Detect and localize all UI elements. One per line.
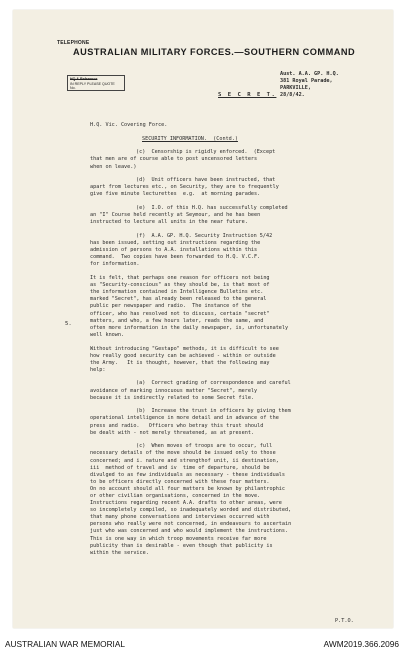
paragraph-5-main: It is felt, that perhaps one reason for officers not being as "Security-conscious" as they should be, is that most of the information contained in Intelligence Bulletins etc. marked "Secret", has already been released to the general public per newspaper and radio. The instance of the officer, who has resolved not to discuss, certain "secret" matters, and who, a few hours later, reads the same, and often more information in the daily newspaper, is, unfortunately well known. xyxy=(90,275,289,338)
paragraph-f-security-instruction: (f) A.A. GP. H.Q. Security Instruction 5/42 has been issued, setting out instructions regarding the admission of persons to A.A. installations within this command. Two copies have been forwarded to H.Q. V.C.F. for information. xyxy=(90,233,273,268)
pto-mark: P.T.O. xyxy=(335,618,354,624)
address-line: 28/8/42. xyxy=(280,92,305,99)
section-heading: SECURITY INFORMATION. (Contd.) xyxy=(142,135,238,142)
footer-bar xyxy=(0,636,404,653)
footer-institution: AUSTRALIAN WAR MEMORIAL xyxy=(5,639,126,649)
paragraph-a-grading: (a) Correct grading of correspondence and careful avoidance of marking innocuous matter "Secret", merely because it is indirectly related to some Secret file. xyxy=(90,380,291,401)
address-line: Aust. A.A. GP. H.Q. xyxy=(280,71,339,77)
letter-body xyxy=(90,122,390,563)
address-line: 381 Royal Parade, xyxy=(280,78,333,85)
telephone-label: TELEPHONE xyxy=(57,40,90,46)
letterhead-title: AUSTRALIAN MILITARY FORCES.—SOUTHERN COMMAND xyxy=(73,47,356,57)
paragraph-c-troop-moves: (c) When moves of troops are to occur, full necessary details of the move should be issued only to those concerned; and i. nature and strengthof unit, ii destination, iii method of travel and iv time of departure, should be divulged to as few individuals as necessary - these individuals to be officers directly concerned with these four matters. On no account should all four matters be known by philantrophic or other civilian organisations, concerned in the move. Instructions regarding recent A.A. drafts to other areas, were so incompletely compiled, so inadequately worded and distributed, that many phone conversations and interviews occurred with persons who really were not concerned, in endeavours to ascertain just who was concerned and who would implement the instructions. This is one way in which troop movements receive far more publicity than is desirable - even though that publicity is within the service. xyxy=(90,443,292,556)
paragraph-number: 5. xyxy=(65,321,72,327)
reference-line-2: IN REPLY PLEASE QUOTE xyxy=(70,81,115,86)
addressee-line: H.Q. Vic. Covering Force. xyxy=(90,122,168,128)
reference-line-1: HQ & Reference xyxy=(70,77,98,81)
footer-catalog-id: AWM2019.366.2096 xyxy=(323,639,399,649)
sender-address xyxy=(280,71,339,99)
address-line: PARKVILLE, xyxy=(280,85,311,92)
paragraph-gestapo: Without introducing "Gestapo" methods, it is difficult to see how really good security can be achieved - within or outside the Army. It is thought, however, that the following may help: xyxy=(90,345,279,373)
document-page xyxy=(13,10,393,628)
paragraph-b-trust: (b) Increase the trust in officers by giving them operational intelligence in more detail and in advance of the press and radio. Officers who betray this trust should be dealt with - not merely threatened, as at present. xyxy=(90,408,291,436)
paragraph-d-lecturettes: (d) Unit officers have been instructed, that apart from lectures etc., on Security, they are to frequently give five minute lecturettes e.g. at morning parades. xyxy=(90,177,279,198)
paragraph-e-io-course: (e) I.O. of this H.Q. has successfully completed an "I" Course held recently at Seymour, and he has been instructed to lecture all units in the near future. xyxy=(90,205,288,226)
classification-mark: S E C R E T. xyxy=(218,92,277,98)
reference-box xyxy=(67,75,125,91)
reference-line-3: No. xyxy=(70,86,76,91)
paragraph-c-censorship: (c) Censorship is rigidly enforced. (Except that men are of course able to post uncensored letters when on leave.) xyxy=(90,149,276,170)
